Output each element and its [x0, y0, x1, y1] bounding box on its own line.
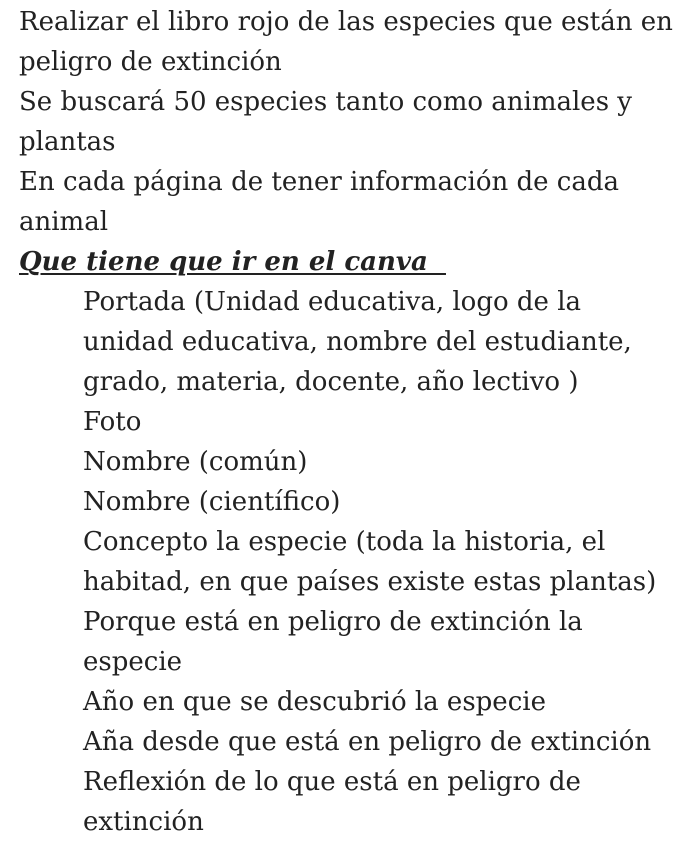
list-item-concept: Concepto la especie (toda la historia, el habitad, en que países existe estas plantas) [83, 527, 657, 597]
list-item-common-name: Nombre (común) [83, 447, 308, 477]
section-heading: Que tiene que ir en el canva [19, 247, 446, 277]
list-item-cover: Portada (Unidad educativa, logo de la unidad educativa, nombre del estudiante, grado, materia, docente, año lectivo ) [83, 287, 632, 397]
instruction-paragraph-3: En cada página de tener información de cada animal [19, 167, 619, 237]
requirements-list [19, 282, 679, 842]
list-item-photo: Foto [83, 407, 142, 437]
list-item-reflection: Reflexión de lo que está en peligro de extinción [83, 767, 581, 837]
list-item-scientific-name: Nombre (científico) [83, 487, 341, 517]
instruction-paragraph-2: Se buscará 50 especies tanto como animales y plantas [19, 87, 632, 157]
list-item-discovery-year: Año en que se descubrió la especie [83, 687, 546, 717]
document-body [19, 2, 679, 842]
instruction-paragraph-1: Realizar el libro rojo de las especies que están en peligro de extinción [19, 7, 673, 77]
list-item-endangered-reason: Porque está en peligro de extinción la especie [83, 607, 583, 677]
list-item-endangered-since: Aña desde que está en peligro de extinción [83, 727, 652, 757]
